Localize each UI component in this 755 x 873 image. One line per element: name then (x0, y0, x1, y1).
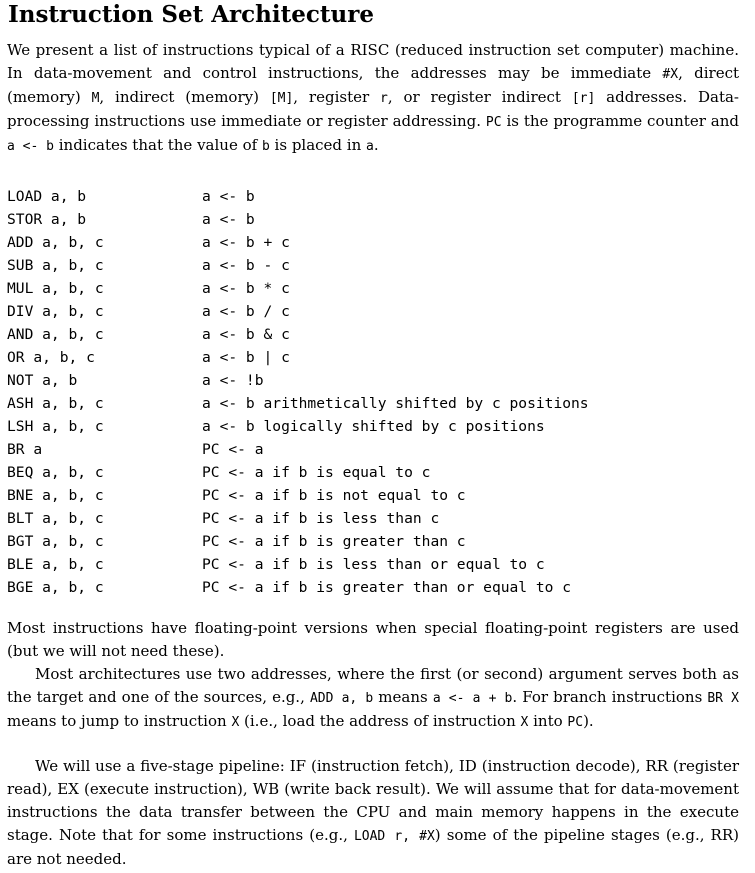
instruction-semantics: a <- b (202, 188, 255, 205)
intro-paragraph (7, 39, 739, 158)
text-run: . For branch instructions (512, 688, 708, 706)
instruction-semantics: PC <- a (202, 441, 264, 458)
instruction-semantics: a <- b arithmetically shifted by c positions (202, 395, 589, 412)
instruction-syntax: OR a, b, c (7, 349, 95, 366)
instruction-semantics: PC <- a if b is greater than or equal to c (202, 579, 572, 596)
instruction-row (7, 553, 707, 576)
instruction-syntax: BGT a, b, c (7, 533, 104, 550)
text-run: is placed in (269, 136, 367, 154)
inline-code: PC (567, 715, 584, 730)
instruction-semantics: PC <- a if b is not equal to c (202, 487, 466, 504)
instruction-semantics: a <- b + c (202, 234, 290, 251)
text-run: . (373, 136, 379, 154)
inline-code: LOAD r, #X (353, 829, 435, 844)
instruction-row (7, 208, 707, 231)
instruction-syntax: NOT a, b (7, 372, 78, 389)
instruction-semantics: PC <- a if b is less than c (202, 510, 440, 527)
instruction-row (7, 392, 707, 415)
instruction-row (7, 323, 707, 346)
instruction-row (7, 507, 707, 530)
instruction-row (7, 576, 707, 599)
text-run: (i.e., load the address of instruction (239, 712, 521, 730)
text-run: Most instructions have floating-point versions when special floating-point registers are used (but we will not need these). (7, 619, 739, 660)
text-run: indicates that the value of (53, 136, 262, 154)
instruction-syntax: BEQ a, b, c (7, 464, 104, 481)
instruction-semantics: a <- b logically shifted by c positions (202, 418, 545, 435)
instruction-syntax: BGE a, b, c (7, 579, 104, 596)
instruction-row (7, 254, 707, 277)
instruction-row (7, 300, 707, 323)
instruction-syntax: BR a (7, 441, 43, 458)
instruction-row (7, 530, 707, 553)
text-run: Most architectures use two addresses, where the first (or second) argument serves both as the target and one of the sources, e.g., (7, 665, 739, 706)
instruction-syntax: BNE a, b, c (7, 487, 104, 504)
instruction-row (7, 346, 707, 369)
instruction-syntax: BLT a, b, c (7, 510, 104, 527)
inline-code: a <- a + b (432, 691, 513, 706)
text-run: ). (583, 712, 594, 730)
text-run: , indirect (memory) (99, 88, 270, 106)
instruction-syntax: LSH a, b, c (7, 418, 104, 435)
instruction-semantics: PC <- a if b is greater than c (202, 533, 466, 550)
floating-point-paragraph (7, 617, 739, 663)
instruction-semantics: a <- b & c (202, 326, 290, 343)
instruction-row (7, 415, 707, 438)
text-run: into (528, 712, 568, 730)
inline-code: #X (662, 67, 679, 82)
instruction-row (7, 438, 707, 461)
instruction-semantics: a <- b (202, 211, 255, 228)
instruction-row (7, 231, 707, 254)
instruction-row (7, 484, 707, 507)
instruction-row (7, 461, 707, 484)
instruction-semantics: a <- b * c (202, 280, 290, 297)
instruction-semantics: a <- b | c (202, 349, 290, 366)
instruction-row (7, 277, 707, 300)
inline-code: [M] (269, 91, 294, 106)
page-title: Instruction Set Architecture (8, 1, 374, 28)
text-run: ) some of the pipeline stages (e.g., RR) are not needed. (7, 826, 739, 868)
text-run: , register (293, 88, 381, 106)
inline-code: X (520, 715, 529, 730)
instruction-row (7, 369, 707, 392)
instruction-syntax: STOR a, b (7, 211, 87, 228)
instruction-syntax: LOAD a, b (7, 188, 87, 205)
inline-code: [r] (571, 91, 596, 106)
two-address-paragraph (7, 663, 739, 734)
instruction-semantics: a <- !b (202, 372, 264, 389)
instruction-syntax: AND a, b, c (7, 326, 104, 343)
text-run: , or register indirect (387, 88, 572, 106)
instruction-syntax: DIV a, b, c (7, 303, 104, 320)
inline-code: X (231, 715, 240, 730)
instruction-syntax: ADD a, b, c (7, 234, 104, 251)
instruction-syntax: ASH a, b, c (7, 395, 104, 412)
inline-code: M (91, 91, 100, 106)
instruction-syntax: MUL a, b, c (7, 280, 104, 297)
inline-code: PC (485, 115, 502, 130)
text-run: , direct (memory) (7, 64, 739, 106)
text-run: means to jump to instruction (7, 712, 232, 730)
instruction-syntax: SUB a, b, c (7, 257, 104, 274)
instruction-table (7, 185, 707, 599)
text-run: addresses. Data-processing instructions use immediate or register addressing. (7, 88, 739, 130)
pipeline-paragraph (7, 755, 739, 871)
inline-code: a (366, 139, 374, 154)
inline-code: a <- b (7, 139, 54, 154)
text-run: We present a list of instructions typical of a RISC (reduced instruction set computer) machine. In data-movement and control instructions, the addresses may be immediate (7, 41, 739, 82)
text-run: is the programme counter and (501, 112, 739, 130)
inline-code: ADD a, b (309, 691, 374, 706)
inline-code: BR X (707, 691, 739, 706)
text-run: We will use a five-stage pipeline: IF (instruction fetch), ID (instruction decode), RR (register read), EX (execute instruction), WB (write back result). We will assume that for data-movement instructions the data transfer between the CPU and main memory happens in the execute stage. Note that for some instructions (e.g., (7, 757, 739, 844)
instruction-syntax: BLE a, b, c (7, 556, 104, 573)
inline-code: b (261, 139, 270, 154)
instruction-semantics: PC <- a if b is equal to c (202, 464, 431, 481)
inline-code: r (380, 91, 388, 106)
instruction-row (7, 185, 707, 208)
instruction-semantics: a <- b / c (202, 303, 290, 320)
instruction-semantics: a <- b - c (202, 257, 290, 274)
text-run: means (373, 688, 433, 706)
instruction-semantics: PC <- a if b is less than or equal to c (202, 556, 545, 573)
